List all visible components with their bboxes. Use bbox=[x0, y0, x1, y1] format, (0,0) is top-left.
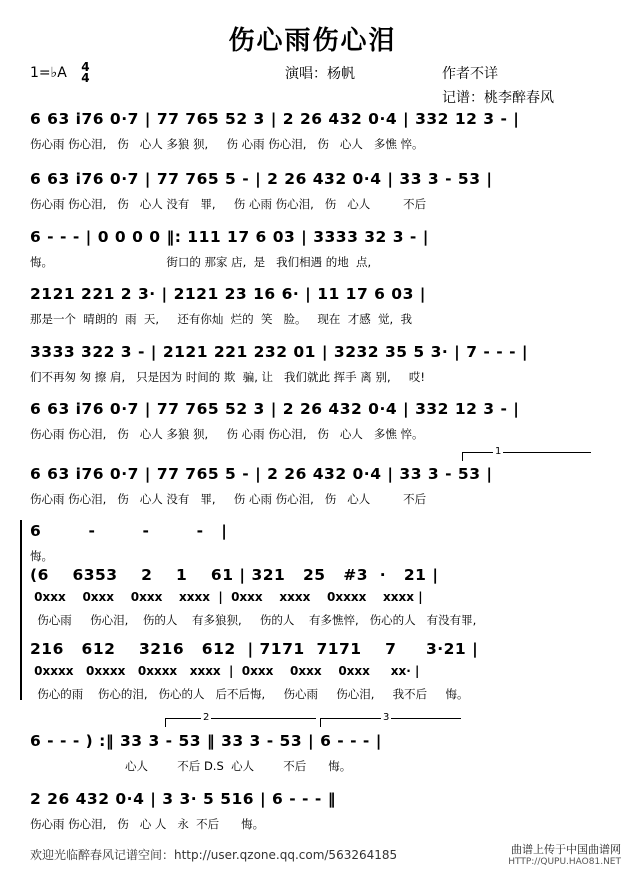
notation-line: 216 612 3216 612 | 7171 7171 7 3·21 | bbox=[30, 640, 479, 658]
transcriber-credit: 记谱：桃李醉春风 bbox=[442, 90, 554, 106]
ensemble-system-3 bbox=[30, 640, 595, 704]
watermark-line2: HTTP://QUPU.HAO81.NET bbox=[508, 857, 621, 867]
system-2 bbox=[30, 170, 595, 214]
final-system-2 bbox=[30, 790, 595, 834]
lyric-line: 悔。 bbox=[30, 549, 53, 563]
volta-label: 2 bbox=[203, 712, 210, 723]
system-3 bbox=[30, 228, 595, 272]
system-bracket bbox=[20, 520, 22, 700]
system-4 bbox=[30, 285, 595, 329]
key-signature bbox=[30, 62, 90, 84]
time-sig-num: 4 bbox=[81, 60, 90, 74]
lyric-line: 悔。 街口的 那家 店, 是 我们相遇 的地 点, bbox=[30, 255, 372, 269]
system-7 bbox=[30, 465, 595, 509]
rhythm-line: 0xxxx 0xxxx 0xxxx xxxx | 0xxx 0xxx 0xxx xx· | bbox=[30, 664, 420, 678]
lyric-line: 那是一个 晴朗的 雨 天, 还有你灿 烂的 笑 脸。 现在 才感 觉, 我 bbox=[30, 312, 413, 326]
notation-line: 6 63 i76 0·7 | 77 765 52 3 | 2 26 432 0·4 | 332 12 3 - | bbox=[30, 400, 520, 418]
footer-link[interactable]: 欢迎光临醉春风记谱空间：http://user.qzone.qq.com/563264185 bbox=[30, 848, 398, 862]
notation-line: 2 26 432 0·4 | 3 3· 5 516 | 6 - - - ‖ bbox=[30, 790, 336, 808]
notation-line: 6 63 i76 0·7 | 77 765 5 - | 2 26 432 0·4 | 33 3 - 53 | bbox=[30, 170, 493, 188]
ensemble-system-2 bbox=[30, 566, 595, 630]
lyric-line: 伤心雨 伤心泪, 伤 心 人 永 不后 悔。 bbox=[30, 817, 265, 831]
system-6 bbox=[30, 400, 595, 444]
system-5 bbox=[30, 343, 595, 387]
time-sig-den: 4 bbox=[81, 71, 90, 85]
watermark bbox=[508, 843, 621, 869]
lyric-line: 伤心雨 伤心泪, 伤 心人 没有 罪, 伤 心雨 伤心泪, 伤 心人 不后 bbox=[30, 492, 427, 506]
composer-credit: 作者不详 bbox=[442, 66, 498, 82]
lyric-line: 心人 不后 D.S 心人 不后 悔。 bbox=[30, 759, 352, 773]
volta-bracket-3 bbox=[320, 712, 461, 727]
notation-line: 6 - - - | 0 0 0 0 ‖: 111 17 6 03 | 3333 32 3 - | bbox=[30, 228, 429, 246]
ensemble-system-1 bbox=[30, 522, 595, 566]
notation-line: 2121 221 2 3· | 2121 23 16 6· | 11 17 6 03 | bbox=[30, 285, 426, 303]
singer-credit: 演唱：杨帆 bbox=[285, 66, 355, 82]
song-title: 伤心雨伤心泪 bbox=[228, 26, 397, 56]
lyric-line: 伤心雨 伤心泪, 伤 心人 没有 罪, 伤 心雨 伤心泪, 伤 心人 不后 bbox=[30, 197, 427, 211]
volta-bracket-2 bbox=[165, 712, 316, 727]
notation-line: 6 63 i76 0·7 | 77 765 5 - | 2 26 432 0·4 | 33 3 - 53 | bbox=[30, 465, 493, 483]
notation-line: (6 6353 2 1 61 | 321 25 #3 · 21 | bbox=[30, 566, 439, 584]
volta-label: 1 bbox=[495, 446, 502, 457]
notation-line: 6 63 i76 0·7 | 77 765 52 3 | 2 26 432 0·4 | 332 12 3 - | bbox=[30, 110, 520, 128]
notation-line: 3333 322 3 - | 2121 221 232 01 | 3232 35 5 3· | 7 - - - | bbox=[30, 343, 529, 361]
lyric-line: 伤心雨 伤心泪, 伤 心人 多狼 狈, 伤 心雨 伤心泪, 伤 心人 多憔 悴。 bbox=[30, 427, 424, 441]
volta-label: 3 bbox=[383, 712, 390, 723]
lyric-line: 们不再匆 匆 擦 肩, 只是因为 时间的 欺 骗, 让 我们就此 挥手 离 别, 哎! bbox=[30, 370, 425, 384]
watermark-line1: 曲谱上传于中国曲谱网 bbox=[511, 843, 621, 856]
lyric-line: 伤心的雨 伤心的泪, 伤心的人 后不后悔, 伤心雨 伤心泪, 我不后 悔。 bbox=[30, 687, 469, 701]
lyric-line: 伤心雨 伤心泪, 伤 心人 多狼 狈, 伤 心雨 伤心泪, 伤 心人 多憔 悴。 bbox=[30, 137, 424, 151]
key-label: 1=♭A bbox=[30, 65, 67, 81]
lyric-line: 伤心雨 伤心泪, 伤的人 有多狼狈, 伤的人 有多憔悴, 伤心的人 有没有罪, bbox=[30, 613, 477, 627]
notation-line: 6 - - - ) :‖ 33 3 - 53 ‖ 33 3 - 53 | 6 - - - | bbox=[30, 732, 382, 750]
final-system-1 bbox=[30, 732, 595, 776]
system-1 bbox=[30, 110, 595, 154]
rhythm-line: 0xxx 0xxx 0xxx xxxx | 0xxx xxxx 0xxxx xxxx | bbox=[30, 590, 423, 604]
volta-bracket-1 bbox=[462, 446, 591, 461]
notation-line: 6 - - - | bbox=[30, 522, 228, 540]
time-signature bbox=[81, 62, 89, 84]
